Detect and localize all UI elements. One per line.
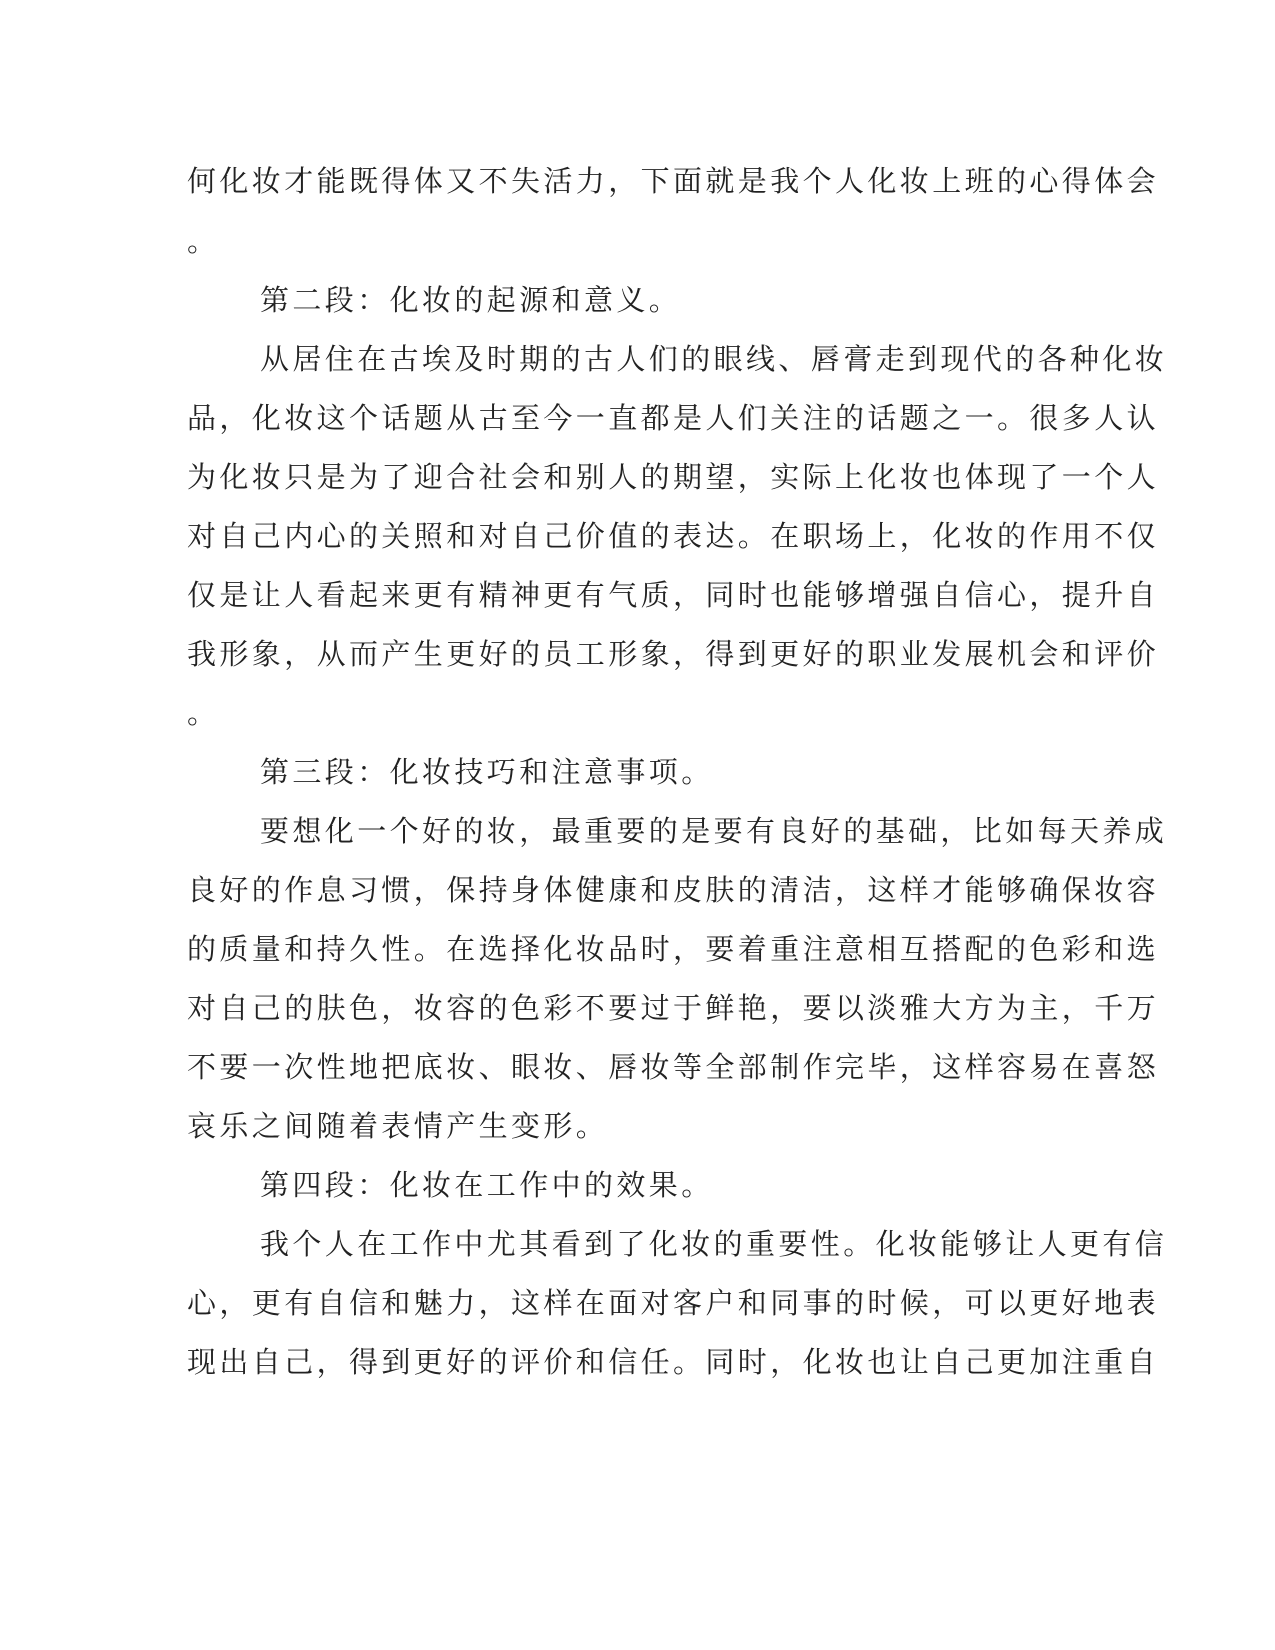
body-text-line: 对自己内心的关照和对自己价值的表达。在职场上，化妆的作用不仅 — [187, 519, 1160, 553]
body-text-line: 现出自己，得到更好的评价和信任。同时，化妆也让自己更加注重自 — [187, 1345, 1160, 1379]
body-text-line: 不要一次性地把底妆、眼妆、唇妆等全部制作完毕，这样容易在喜怒 — [187, 1050, 1160, 1084]
body-text-line: 哀乐之间随着表情产生变形。 — [187, 1109, 609, 1143]
body-text-line: 我形象，从而产生更好的员工形象，得到更好的职业发展机会和评价 — [187, 637, 1160, 671]
body-text-line: 为化妆只是为了迎合社会和别人的期望，实际上化妆也体现了一个人 — [187, 460, 1160, 494]
section-heading: 第四段：化妆在工作中的效果。 — [260, 1168, 714, 1202]
paragraph-first-line: 从居住在古埃及时期的古人们的眼线、唇膏走到现代的各种化妆 — [260, 342, 1168, 376]
body-text-line: 仅是让人看起来更有精神更有气质，同时也能够增强自信心，提升自 — [187, 578, 1160, 612]
body-text-line: 。 — [187, 696, 220, 730]
body-text-line: 品，化妆这个话题从古至今一直都是人们关注的话题之一。很多人认 — [187, 401, 1160, 435]
section-heading: 第三段：化妆技巧和注意事项。 — [260, 755, 714, 789]
body-text-line: 心，更有自信和魅力，这样在面对客户和同事的时候，可以更好地表 — [187, 1286, 1160, 1320]
body-text-line: 良好的作息习惯，保持身体健康和皮肤的清洁，这样才能够确保妆容 — [187, 873, 1160, 907]
body-text-line: 何化妆才能既得体又不失活力，下面就是我个人化妆上班的心得体会 — [187, 164, 1160, 198]
section-heading: 第二段：化妆的起源和意义。 — [260, 283, 682, 317]
paragraph-first-line: 我个人在工作中尤其看到了化妆的重要性。化妆能够让人更有信 — [260, 1227, 1168, 1261]
body-text-line: 的质量和持久性。在选择化妆品时，要着重注意相互搭配的色彩和选 — [187, 932, 1160, 966]
body-text-line: 对自己的肤色，妆容的色彩不要过于鲜艳，要以淡雅大方为主，千万 — [187, 991, 1160, 1025]
body-text-line: 。 — [187, 224, 220, 258]
paragraph-first-line: 要想化一个好的妆，最重要的是要有良好的基础，比如每天养成 — [260, 814, 1168, 848]
